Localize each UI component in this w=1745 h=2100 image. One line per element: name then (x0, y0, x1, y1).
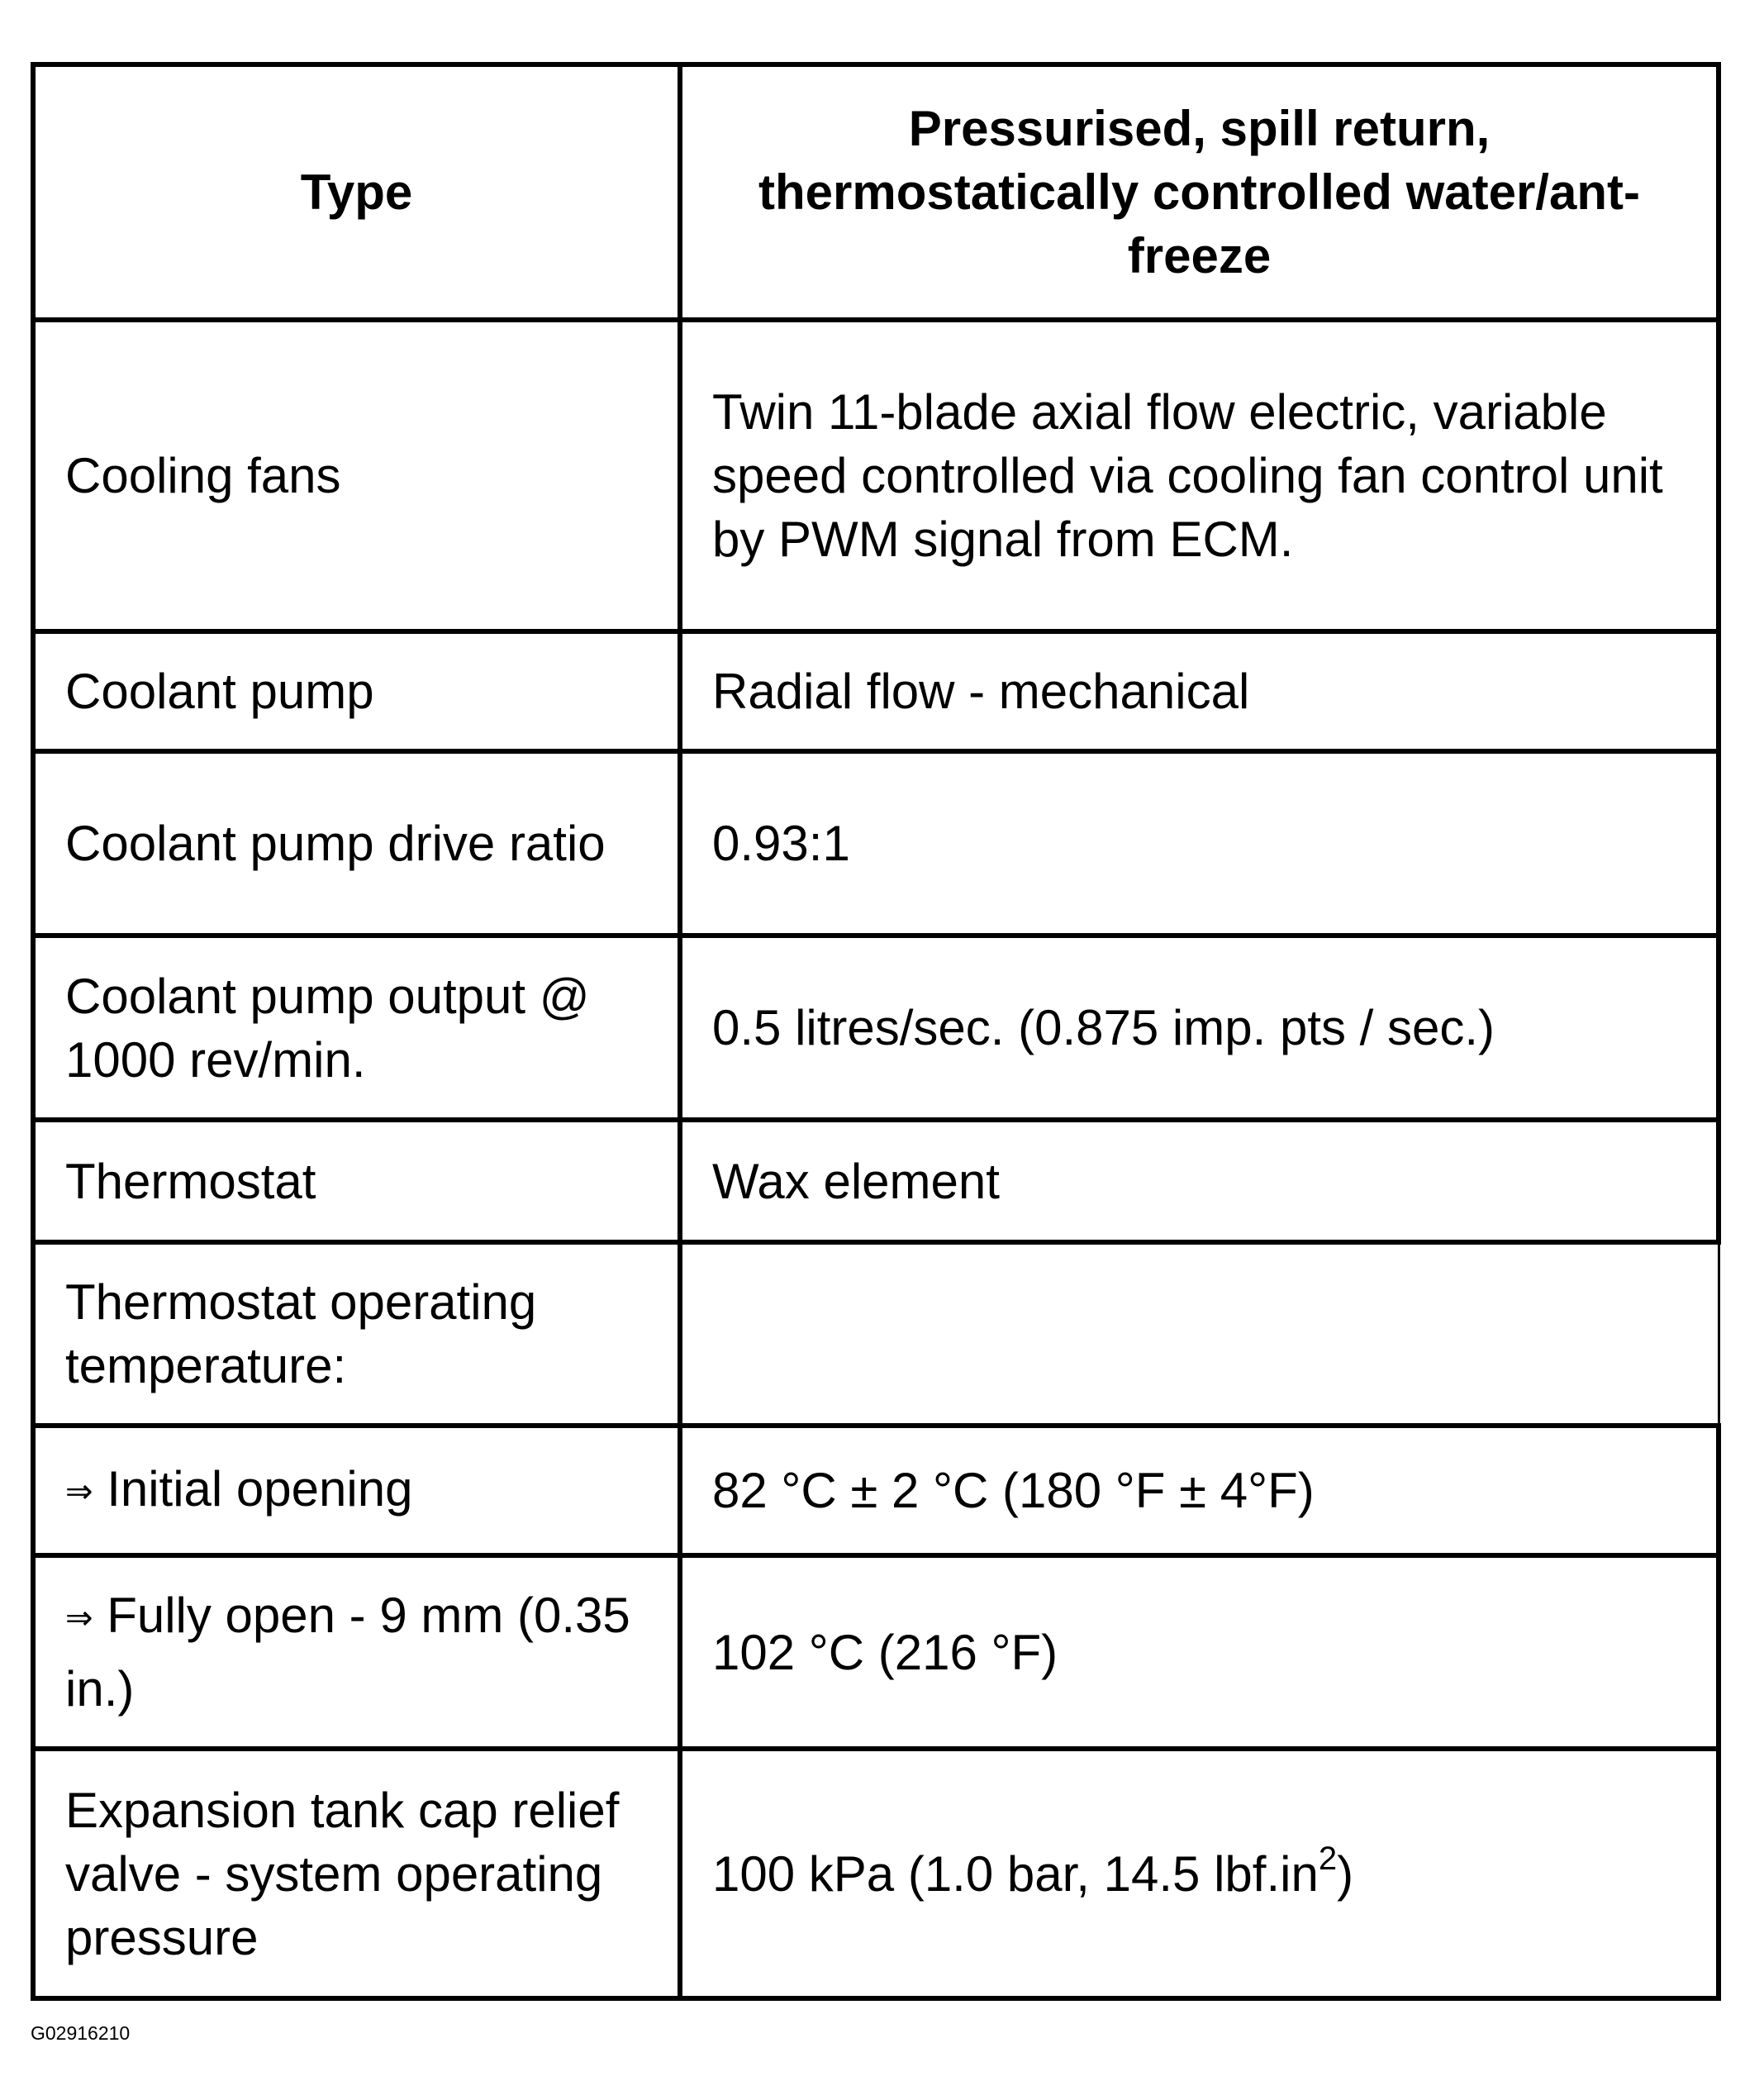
type-value: Pressurised, spill return, thermostatically controlled water/ant-freeze (680, 64, 1719, 320)
table-row (33, 936, 1719, 1120)
row-label (33, 1426, 680, 1555)
row-value-empty (680, 1242, 1719, 1426)
table-row (33, 751, 1719, 936)
figure-id: G02916210 (31, 2022, 131, 2044)
row-value: 0.5 litres/sec. (0.875 imp. pts / sec.) (680, 936, 1719, 1120)
row-label: Cooling fans (33, 320, 680, 631)
row-label-text: Fully open - 9 mm (0.35 in.) (65, 1587, 630, 1717)
pressure-value-text: 100 kPa (1.0 bar, 14.5 lbf.in (712, 1845, 1319, 1902)
arrow-right-icon: ⇒ (65, 1474, 93, 1510)
row-value (680, 1749, 1719, 1998)
row-label: Thermostat (33, 1120, 680, 1242)
row-value: 0.93:1 (680, 751, 1719, 936)
table-header-row (33, 64, 1719, 320)
arrow-right-icon: ⇒ (65, 1599, 93, 1636)
table-row (33, 1120, 1719, 1242)
row-value: Twin 11-blade axial flow electric, variable speed controlled via cooling fan control unit by PWM signal from ECM. (680, 320, 1719, 631)
table-row (33, 1242, 1719, 1426)
table-row (33, 1426, 1719, 1555)
row-label (33, 1555, 680, 1749)
table-row (33, 631, 1719, 751)
row-value: 82 °C ± 2 °C (180 °F ± 4°F) (680, 1426, 1719, 1555)
row-label-text: Initial opening (107, 1461, 413, 1517)
row-value: Wax element (680, 1120, 1719, 1242)
row-label: Coolant pump (33, 631, 680, 751)
cooling-system-spec-table (31, 62, 1721, 2001)
pressure-value-close: ) (1337, 1845, 1354, 1902)
row-label: Thermostat operating temperature: (33, 1242, 680, 1426)
table-row (33, 320, 1719, 631)
table-row (33, 1749, 1719, 1998)
row-label: Expansion tank cap relief valve - system operating pressure (33, 1749, 680, 1998)
type-label: Type (33, 64, 680, 320)
row-value: 102 °C (216 °F) (680, 1555, 1719, 1749)
row-value: Radial flow - mechanical (680, 631, 1719, 751)
table-row (33, 1555, 1719, 1749)
pressure-value-superscript: 2 (1318, 1840, 1338, 1877)
row-label: Coolant pump drive ratio (33, 751, 680, 936)
row-label: Coolant pump output @ 1000 rev/min. (33, 936, 680, 1120)
